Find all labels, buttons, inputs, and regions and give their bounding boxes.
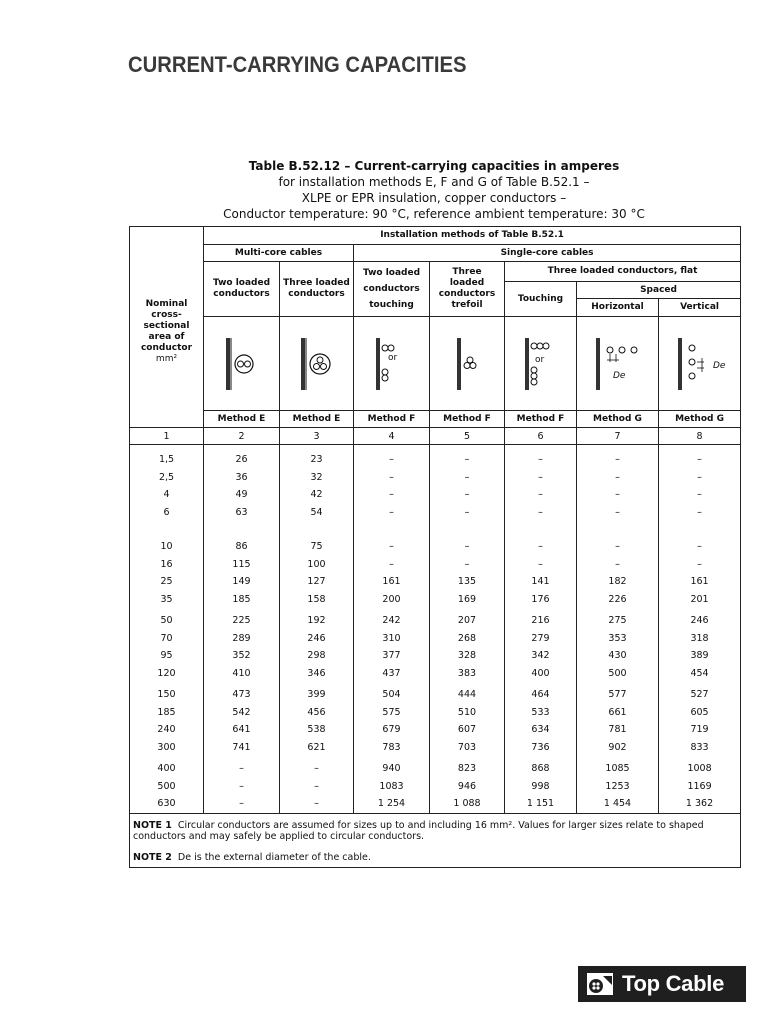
header-line: conductors	[213, 289, 270, 299]
capacity-cell: –	[280, 756, 354, 778]
brand-name: Top Cable	[622, 971, 725, 996]
capacity-cell: –	[430, 556, 505, 574]
capacity-cell: 346	[280, 665, 354, 683]
capacity-cell: –	[659, 469, 741, 487]
notes-cell	[130, 813, 741, 867]
capacity-cell: 242	[354, 608, 430, 630]
capacity-cell: 430	[577, 647, 659, 665]
size-cell: 50	[130, 608, 204, 630]
capacity-cell: 23	[280, 445, 354, 469]
capacity-cell: –	[505, 504, 577, 522]
size-cell: 400	[130, 756, 204, 778]
de-label: De	[613, 371, 626, 381]
capacity-cell: –	[430, 486, 505, 504]
capacity-cell: –	[505, 556, 577, 574]
diagram-trefoil	[430, 317, 505, 411]
capacity-cell: 605	[659, 704, 741, 722]
capacity-cell: 454	[659, 665, 741, 683]
capacity-cell: 246	[659, 608, 741, 630]
table-row	[130, 556, 741, 574]
table-row	[130, 445, 741, 469]
capacity-cell: –	[577, 556, 659, 574]
table-row	[130, 608, 741, 630]
capacity-cell: 542	[204, 704, 280, 722]
row-label-line: Nominal	[145, 299, 188, 309]
row-label-line: area of	[148, 332, 185, 342]
row-label-header	[130, 227, 204, 428]
capacity-cell: –	[430, 504, 505, 522]
capacity-cell: 902	[577, 739, 659, 757]
capacity-cell: 26	[204, 445, 280, 469]
capacity-cell: 54	[280, 504, 354, 522]
capacity-cell: 279	[505, 630, 577, 648]
diagram-flat-touching	[505, 317, 577, 411]
capacity-cell: 216	[505, 608, 577, 630]
horizontal-header: Horizontal	[577, 299, 659, 317]
header-line: trefoil	[451, 300, 483, 310]
capacity-cell: –	[577, 486, 659, 504]
capacity-cell: 182	[577, 573, 659, 591]
note-2	[133, 852, 737, 863]
capacity-cell: 868	[505, 756, 577, 778]
capacity-cell: 679	[354, 721, 430, 739]
table-row	[130, 469, 741, 487]
capacity-cell: 75	[280, 521, 354, 556]
capacity-cell: 192	[280, 608, 354, 630]
size-cell: 1,5	[130, 445, 204, 469]
capacity-cell: 383	[430, 665, 505, 683]
capacity-cell: 1085	[577, 756, 659, 778]
capacity-cell: 275	[577, 608, 659, 630]
or-label: or	[388, 353, 398, 363]
capacity-cell: 127	[280, 573, 354, 591]
capacity-cell: 1 454	[577, 795, 659, 813]
column-number: 4	[354, 428, 430, 445]
note-tag: NOTE 1	[133, 819, 172, 831]
caption-line: Table B.52.12 – Current-carrying capacities in amperes	[248, 159, 620, 173]
capacity-cell: 473	[204, 682, 280, 704]
capacity-cell: 400	[505, 665, 577, 683]
capacity-cell: 736	[505, 739, 577, 757]
note-text: Circular conductors are assumed for sizes up to and including 16 mm². Values for larger sizes relate to shaped conductors and may safely be applied to circular conductors.	[133, 819, 704, 842]
note-tag: NOTE 2	[133, 851, 172, 863]
capacity-cell: 833	[659, 739, 741, 757]
table-caption	[128, 158, 740, 222]
capacity-cell: 318	[659, 630, 741, 648]
table-row	[130, 573, 741, 591]
capacity-cell: –	[430, 521, 505, 556]
capacity-cell: 510	[430, 704, 505, 722]
caption-line: for installation methods E, F and G of Table B.52.1 –	[278, 175, 590, 189]
capacity-cell: 1 254	[354, 795, 430, 813]
capacity-cell: 940	[354, 756, 430, 778]
table-row	[130, 778, 741, 796]
method-cell: Method E	[280, 411, 354, 428]
three-loaded-flat-header: Three loaded conductors, flat	[505, 262, 741, 282]
capacity-cell: 741	[204, 739, 280, 757]
capacity-cell: 200	[354, 591, 430, 609]
caption-line: XLPE or EPR insulation, copper conductors –	[301, 191, 567, 205]
row-label-line: cross-	[151, 310, 182, 320]
capacity-cell: 577	[577, 682, 659, 704]
capacity-cell: –	[354, 469, 430, 487]
capacity-cell: 225	[204, 608, 280, 630]
capacity-cell: 169	[430, 591, 505, 609]
capacity-cell: 161	[659, 573, 741, 591]
size-cell: 185	[130, 704, 204, 722]
capacity-cell: 207	[430, 608, 505, 630]
header-line: loaded	[449, 278, 485, 288]
size-cell: 16	[130, 556, 204, 574]
capacity-cell: –	[430, 469, 505, 487]
capacity-cell: 661	[577, 704, 659, 722]
capacity-cell: 1169	[659, 778, 741, 796]
capacity-cell: 464	[505, 682, 577, 704]
capacity-cell: 185	[204, 591, 280, 609]
table-row	[130, 630, 741, 648]
capacity-cell: 1 151	[505, 795, 577, 813]
capacity-cell: 389	[659, 647, 741, 665]
column-number: 6	[505, 428, 577, 445]
capacity-cell: 342	[505, 647, 577, 665]
table-row	[130, 647, 741, 665]
capacity-cell: 42	[280, 486, 354, 504]
size-cell: 2,5	[130, 469, 204, 487]
cable-trefoil-icon	[447, 336, 487, 392]
capacity-cell: –	[659, 486, 741, 504]
capacity-cell: –	[354, 445, 430, 469]
header-line: Two loaded	[212, 278, 271, 288]
capacity-cell: 641	[204, 721, 280, 739]
multi-core-header: Multi-core cables	[204, 245, 354, 262]
de-label: De	[713, 361, 726, 371]
capacity-cell: 115	[204, 556, 280, 574]
top-cable-logo	[578, 966, 746, 1002]
table-body	[130, 445, 741, 814]
table-row	[130, 486, 741, 504]
capacity-cell: 289	[204, 630, 280, 648]
capacity-cell: 783	[354, 739, 430, 757]
capacity-cell: 86	[204, 521, 280, 556]
header-line: conductors	[363, 283, 420, 294]
size-cell: 300	[130, 739, 204, 757]
diagram-spaced-vertical	[659, 317, 741, 411]
capacity-cell: –	[659, 504, 741, 522]
size-cell: 10	[130, 521, 204, 556]
table-row	[130, 665, 741, 683]
diagram-two-touching	[354, 317, 430, 411]
capacity-cell: 310	[354, 630, 430, 648]
spaced-header: Spaced	[577, 282, 741, 299]
table-row	[130, 682, 741, 704]
installation-methods-header: Installation methods of Table B.52.1	[204, 227, 741, 245]
row-label-line: conductor	[140, 343, 193, 353]
capacity-cell: –	[204, 795, 280, 813]
capacity-cell: 399	[280, 682, 354, 704]
row-label-line: mm²	[155, 354, 178, 364]
method-cell: Method G	[659, 411, 741, 428]
capacity-cell: –	[577, 469, 659, 487]
capacity-cell: 298	[280, 647, 354, 665]
capacity-cell: 1083	[354, 778, 430, 796]
capacity-cell: 226	[577, 591, 659, 609]
capacity-cell: 781	[577, 721, 659, 739]
capacity-cell: –	[505, 469, 577, 487]
capacity-cell: 176	[505, 591, 577, 609]
size-cell: 150	[130, 682, 204, 704]
column-number: 5	[430, 428, 505, 445]
or-label: or	[535, 355, 545, 365]
capacity-cell: –	[354, 521, 430, 556]
capacity-cell: –	[659, 556, 741, 574]
capacity-cell: 353	[577, 630, 659, 648]
capacity-cell: 998	[505, 778, 577, 796]
capacity-cell: 201	[659, 591, 741, 609]
cable-three-core-icon	[297, 336, 337, 392]
capacity-cell: –	[505, 445, 577, 469]
capacity-cell: –	[659, 445, 741, 469]
header-line: Three loaded	[283, 278, 350, 288]
table-row	[130, 739, 741, 757]
capacity-cell: 1 362	[659, 795, 741, 813]
column-number: 7	[577, 428, 659, 445]
header-line: Two loaded	[362, 267, 421, 278]
size-cell: 6	[130, 504, 204, 522]
touching-header: Touching	[505, 282, 577, 317]
table-row	[130, 795, 741, 813]
diagram-spaced-horizontal	[577, 317, 659, 411]
capacity-cell: 141	[505, 573, 577, 591]
capacity-cell: –	[354, 556, 430, 574]
table-row	[130, 756, 741, 778]
capacity-cell: 135	[430, 573, 505, 591]
capacity-cell: 456	[280, 704, 354, 722]
three-loaded-header	[280, 262, 354, 317]
capacity-cell: 36	[204, 469, 280, 487]
cable-two-core-icon	[222, 336, 262, 392]
capacity-cell: 444	[430, 682, 505, 704]
capacity-cell: –	[280, 795, 354, 813]
capacity-cell: –	[354, 486, 430, 504]
capacity-cell: 268	[430, 630, 505, 648]
capacity-cell: –	[204, 778, 280, 796]
capacity-cell: 149	[204, 573, 280, 591]
size-cell: 120	[130, 665, 204, 683]
capacity-cell: 533	[505, 704, 577, 722]
cable-reel-icon	[580, 968, 620, 1000]
header-line: conductors	[438, 289, 496, 299]
capacity-cell: –	[505, 521, 577, 556]
capacity-cell: 504	[354, 682, 430, 704]
capacity-cell: –	[430, 445, 505, 469]
cable-spaced-horizontal-icon	[590, 336, 646, 392]
capacity-cell: 1 088	[430, 795, 505, 813]
method-cell: Method F	[430, 411, 505, 428]
capacity-cell: –	[577, 445, 659, 469]
capacity-cell: –	[577, 521, 659, 556]
row-label-line: sectional	[143, 321, 190, 331]
capacity-cell: 100	[280, 556, 354, 574]
header-line: Three	[452, 267, 482, 277]
capacity-cell: 63	[204, 504, 280, 522]
diagram-three-core	[280, 317, 354, 411]
capacity-cell: 703	[430, 739, 505, 757]
size-cell: 630	[130, 795, 204, 813]
capacity-cell: –	[280, 778, 354, 796]
capacity-cell: 719	[659, 721, 741, 739]
capacity-cell: 946	[430, 778, 505, 796]
capacity-cell: –	[204, 756, 280, 778]
capacity-cell: 352	[204, 647, 280, 665]
capacity-cell: 32	[280, 469, 354, 487]
method-cell: Method E	[204, 411, 280, 428]
capacity-cell: –	[505, 486, 577, 504]
capacity-cell: 246	[280, 630, 354, 648]
size-cell: 4	[130, 486, 204, 504]
capacity-cell: 1008	[659, 756, 741, 778]
capacity-cell: 538	[280, 721, 354, 739]
capacity-cell: 410	[204, 665, 280, 683]
vertical-header: Vertical	[659, 299, 741, 317]
size-cell: 70	[130, 630, 204, 648]
capacity-cell: 634	[505, 721, 577, 739]
table-row	[130, 521, 741, 556]
header-line: conductors	[288, 289, 345, 299]
column-number: 1	[130, 428, 204, 445]
column-number: 3	[280, 428, 354, 445]
table-row	[130, 721, 741, 739]
capacity-cell: –	[354, 504, 430, 522]
table-row	[130, 504, 741, 522]
size-cell: 95	[130, 647, 204, 665]
column-number: 8	[659, 428, 741, 445]
capacity-cell: –	[577, 504, 659, 522]
header-line: touching	[369, 299, 414, 310]
capacity-cell: 437	[354, 665, 430, 683]
three-loaded-trefoil-header	[430, 262, 505, 317]
note-text: De is the external diameter of the cable.	[177, 851, 371, 863]
size-cell: 25	[130, 573, 204, 591]
capacity-cell: 161	[354, 573, 430, 591]
caption-line: Conductor temperature: 90 °C, reference ambient temperature: 30 °C	[223, 207, 645, 221]
column-number: 2	[204, 428, 280, 445]
two-loaded-header	[204, 262, 280, 317]
size-cell: 500	[130, 778, 204, 796]
capacity-cell: 377	[354, 647, 430, 665]
capacity-cell: 607	[430, 721, 505, 739]
capacity-cell: 527	[659, 682, 741, 704]
capacity-cell: 575	[354, 704, 430, 722]
capacity-cell: 621	[280, 739, 354, 757]
size-cell: 240	[130, 721, 204, 739]
note-1	[133, 820, 737, 842]
capacity-cell: 158	[280, 591, 354, 609]
capacity-cell: 500	[577, 665, 659, 683]
capacity-cell: 49	[204, 486, 280, 504]
table-row	[130, 704, 741, 722]
capacity-table	[129, 226, 741, 868]
page-title: CURRENT-CARRYING CAPACITIES	[128, 52, 467, 77]
table-row	[130, 591, 741, 609]
method-cell: Method G	[577, 411, 659, 428]
capacity-cell: 823	[430, 756, 505, 778]
diagram-two-core	[204, 317, 280, 411]
method-cell: Method F	[354, 411, 430, 428]
two-loaded-touching-header	[354, 262, 430, 317]
capacity-cell: –	[659, 521, 741, 556]
size-cell: 35	[130, 591, 204, 609]
capacity-cell: 1253	[577, 778, 659, 796]
single-core-header: Single-core cables	[354, 245, 741, 262]
method-cell: Method F	[505, 411, 577, 428]
capacity-cell: 328	[430, 647, 505, 665]
